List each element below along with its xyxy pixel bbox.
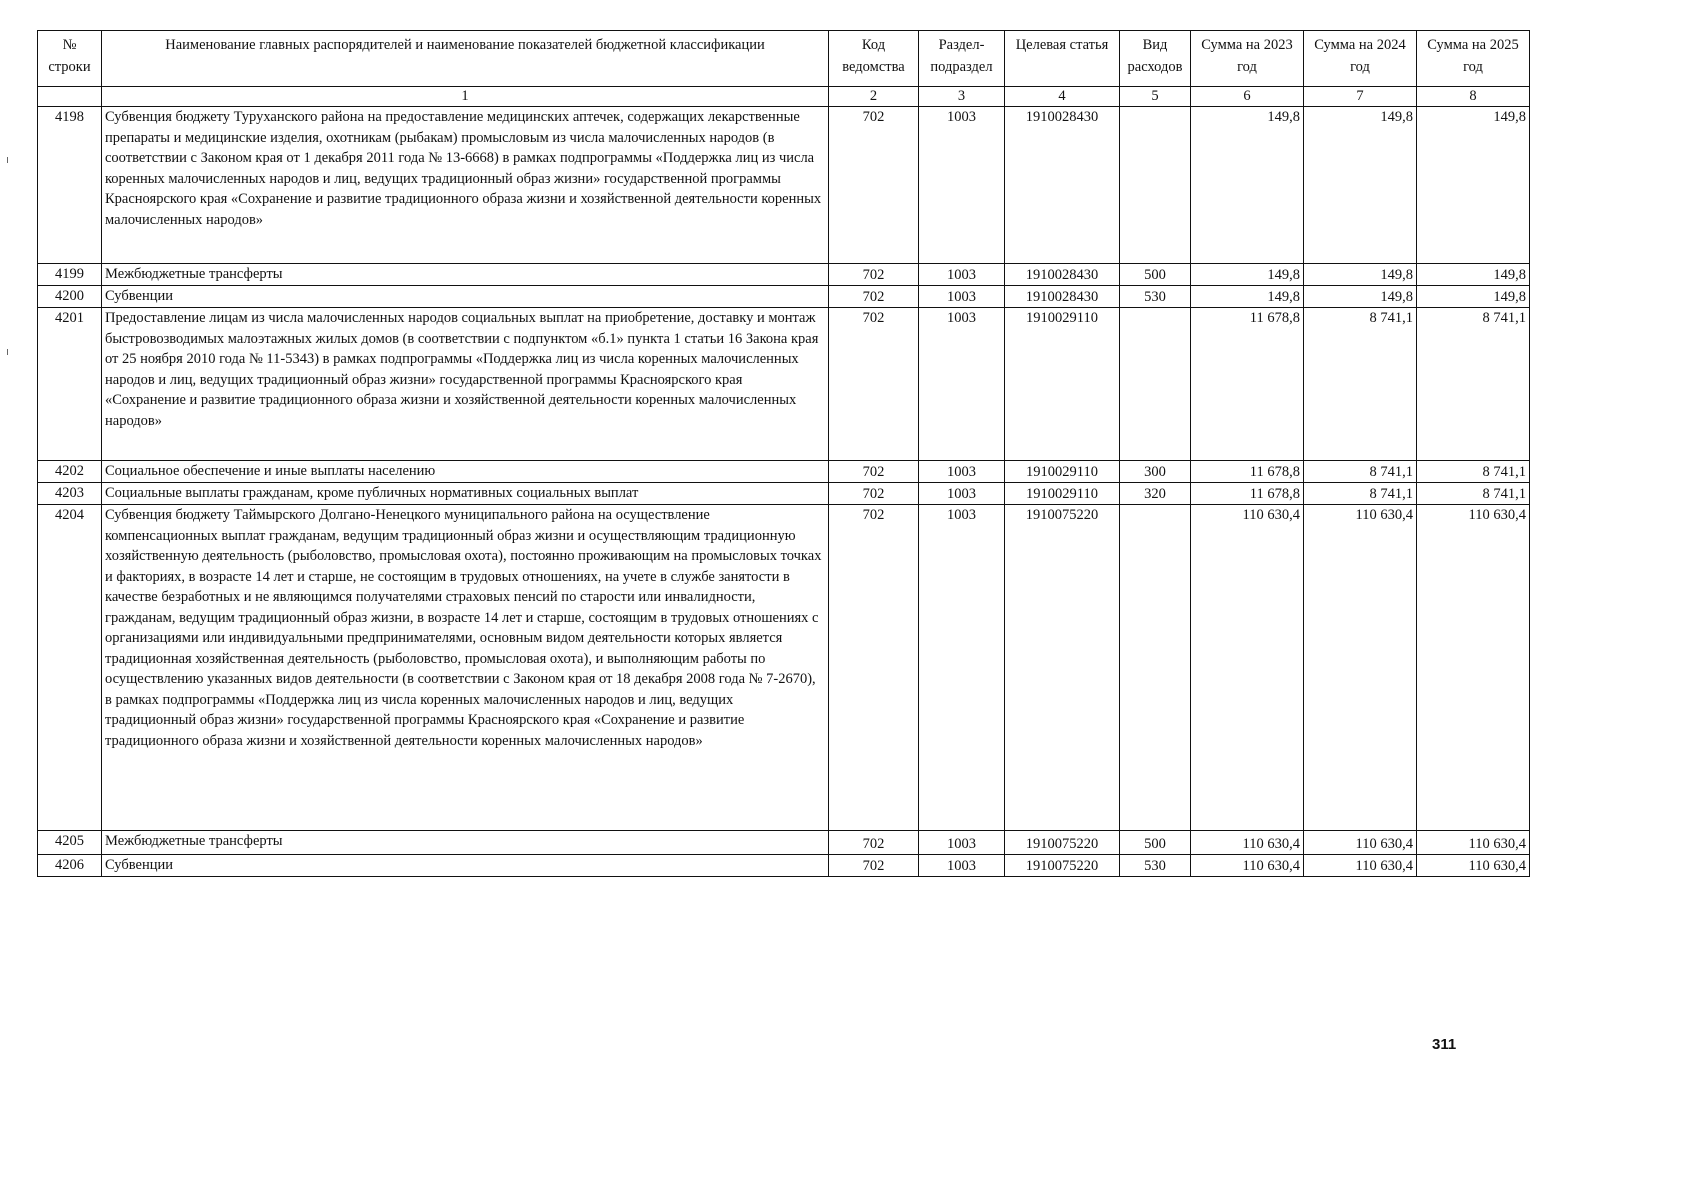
column-number-row — [38, 87, 1530, 107]
row-target: 1910028430 — [1005, 107, 1120, 264]
row-name: Субвенции — [102, 286, 829, 308]
row-number: 4198 — [38, 107, 102, 264]
row-dept: 702 — [829, 461, 919, 483]
margin-mark — [7, 157, 8, 163]
row-dept: 702 — [829, 831, 919, 855]
row-number: 4203 — [38, 483, 102, 505]
row-exp-type: 320 — [1120, 483, 1191, 505]
row-section: 1003 — [919, 483, 1005, 505]
table-row — [38, 308, 1530, 461]
header-target: Целевая статья — [1005, 31, 1120, 87]
row-number: 4200 — [38, 286, 102, 308]
row-exp-type: 530 — [1120, 286, 1191, 308]
row-sum-2024: 149,8 — [1304, 286, 1417, 308]
row-sum-2023: 149,8 — [1191, 264, 1304, 286]
row-target: 1910029110 — [1005, 461, 1120, 483]
row-dept: 702 — [829, 107, 919, 264]
row-sum-2024: 149,8 — [1304, 264, 1417, 286]
row-sum-2024: 110 630,4 — [1304, 505, 1417, 831]
row-number: 4206 — [38, 855, 102, 877]
row-sum-2025: 110 630,4 — [1417, 505, 1530, 831]
row-target: 1910028430 — [1005, 286, 1120, 308]
row-target: 1910075220 — [1005, 855, 1120, 877]
column-number: 3 — [919, 87, 1005, 107]
row-exp-type: 500 — [1120, 831, 1191, 855]
row-sum-2023: 149,8 — [1191, 286, 1304, 308]
row-section: 1003 — [919, 461, 1005, 483]
row-name: Социальные выплаты гражданам, кроме публичных нормативных социальных выплат — [102, 483, 829, 505]
column-number: 4 — [1005, 87, 1120, 107]
row-dept: 702 — [829, 505, 919, 831]
header-sum-2023: Сумма на 2023 год — [1191, 31, 1304, 87]
row-sum-2025: 8 741,1 — [1417, 483, 1530, 505]
row-section: 1003 — [919, 286, 1005, 308]
header-name: Наименование главных распорядителей и наименование показателей бюджетной классификации — [102, 31, 829, 87]
table-row — [38, 483, 1530, 505]
row-sum-2023: 11 678,8 — [1191, 461, 1304, 483]
row-name: Социальное обеспечение и иные выплаты населению — [102, 461, 829, 483]
row-exp-type — [1120, 505, 1191, 831]
row-name: Субвенция бюджету Туруханского района на предоставление медицинских аптечек, содержащих лекарственные препараты и медицинские изделия, охотникам (рыбакам) промысловым из числа малочисленных народов (в соответствии с Законом края от 1 декабря 2011 года № 13-6668) в рамках подпрограммы «Поддержка лиц из числа коренных малочисленных народов и лиц, ведущих традиционный образ жизни» государственной программы Красноярского края «Сохранение и развитие традиционного образа жизни и хозяйственной деятельности коренных малочисленных народов» — [102, 107, 829, 264]
row-section: 1003 — [919, 264, 1005, 286]
table-row — [38, 855, 1530, 877]
row-sum-2023: 11 678,8 — [1191, 483, 1304, 505]
row-dept: 702 — [829, 264, 919, 286]
table-row — [38, 107, 1530, 264]
budget-table — [37, 30, 1530, 877]
row-dept: 702 — [829, 483, 919, 505]
table-row — [38, 264, 1530, 286]
column-number: 8 — [1417, 87, 1530, 107]
row-target: 1910029110 — [1005, 483, 1120, 505]
header-row — [38, 31, 1530, 87]
row-section: 1003 — [919, 855, 1005, 877]
column-number: 2 — [829, 87, 919, 107]
row-number: 4205 — [38, 831, 102, 855]
row-name: Межбюджетные трансферты — [102, 264, 829, 286]
row-exp-type: 500 — [1120, 264, 1191, 286]
row-sum-2025: 149,8 — [1417, 264, 1530, 286]
row-sum-2024: 110 630,4 — [1304, 831, 1417, 855]
row-dept: 702 — [829, 286, 919, 308]
table-row — [38, 831, 1530, 855]
row-target: 1910075220 — [1005, 831, 1120, 855]
row-sum-2025: 149,8 — [1417, 107, 1530, 264]
row-name: Межбюджетные трансферты — [102, 831, 829, 855]
row-exp-type — [1120, 308, 1191, 461]
row-sum-2023: 110 630,4 — [1191, 505, 1304, 831]
row-name: Субвенция бюджету Таймырского Долгано-Ненецкого муниципального района на осуществление компенсационных выплат гражданам, ведущим традиционный образ жизни и осуществляющим традиционную хозяйственную деятельность (рыболовство, промысловая охота), постоянно проживающим на промысловых точках и факториях, в возрасте 14 лет и старше, не состоящим в трудовых отношениях, на учете в службе занятости в качестве безработных и не являющимся получателями страховых пенсий по старости или инвалидности, гражданам, ведущим традиционный образ жизни, в возрасте 14 лет и старше, состоящим в трудовых отношениях с организациями или индивидуальными предпринимателями, основным видом деятельности которых является традиционная хозяйственная деятельность (рыболовство, промысловая охота), и выполняющим работы по осуществлению указанных видов деятельности (в соответствии с Законом края от 18 декабря 2008 года № 7-2670), в рамках подпрограммы «Поддержка лиц из числа коренных малочисленных народов и лиц, ведущих традиционный образ жизни» государственной программы Красноярского края «Сохранение и развитие традиционного образа жизни и хозяйственной деятельности коренных малочисленных народов» — [102, 505, 829, 831]
column-number — [38, 87, 102, 107]
row-exp-type: 300 — [1120, 461, 1191, 483]
row-sum-2023: 110 630,4 — [1191, 831, 1304, 855]
row-sum-2023: 110 630,4 — [1191, 855, 1304, 877]
row-sum-2024: 110 630,4 — [1304, 855, 1417, 877]
row-target: 1910028430 — [1005, 264, 1120, 286]
row-section: 1003 — [919, 831, 1005, 855]
row-sum-2025: 8 741,1 — [1417, 308, 1530, 461]
row-name: Предоставление лицам из числа малочисленных народов социальных выплат на приобретение, доставку и монтаж быстровозводимых малоэтажных жилых домов (в соответствии с подпунктом «б.1» пункта 1 статьи 16 Закона края от 25 ноября 2010 года № 11-5343) в рамках подпрограммы «Поддержка лиц из числа коренных малочисленных народов и лиц, ведущих традиционный образ жизни» государственной программы Красноярского края «Сохранение и развитие традиционного образа жизни и хозяйственной деятельности коренных малочисленных народов» — [102, 308, 829, 461]
header-dept: Код ведомства — [829, 31, 919, 87]
table-row — [38, 505, 1530, 831]
row-name: Субвенции — [102, 855, 829, 877]
header-row-no: № строки — [38, 31, 102, 87]
row-section: 1003 — [919, 308, 1005, 461]
row-sum-2024: 8 741,1 — [1304, 308, 1417, 461]
header-sum-2024: Сумма на 2024 год — [1304, 31, 1417, 87]
row-sum-2024: 149,8 — [1304, 107, 1417, 264]
row-sum-2024: 8 741,1 — [1304, 483, 1417, 505]
row-sum-2025: 110 630,4 — [1417, 831, 1530, 855]
column-number: 6 — [1191, 87, 1304, 107]
row-dept: 702 — [829, 855, 919, 877]
row-section: 1003 — [919, 107, 1005, 264]
row-number: 4202 — [38, 461, 102, 483]
column-number: 1 — [102, 87, 829, 107]
row-sum-2023: 149,8 — [1191, 107, 1304, 264]
row-sum-2024: 8 741,1 — [1304, 461, 1417, 483]
column-number: 7 — [1304, 87, 1417, 107]
margin-mark — [7, 349, 8, 355]
row-sum-2025: 149,8 — [1417, 286, 1530, 308]
row-target: 1910075220 — [1005, 505, 1120, 831]
header-sum-2025: Сумма на 2025 год — [1417, 31, 1530, 87]
row-sum-2025: 8 741,1 — [1417, 461, 1530, 483]
page-number: 311 — [1432, 1036, 1457, 1053]
row-sum-2023: 11 678,8 — [1191, 308, 1304, 461]
table-row — [38, 461, 1530, 483]
header-section: Раздел-подраздел — [919, 31, 1005, 87]
row-dept: 702 — [829, 308, 919, 461]
row-number: 4199 — [38, 264, 102, 286]
row-exp-type — [1120, 107, 1191, 264]
row-number: 4201 — [38, 308, 102, 461]
row-number: 4204 — [38, 505, 102, 831]
header-exp-type: Вид расходов — [1120, 31, 1191, 87]
row-exp-type: 530 — [1120, 855, 1191, 877]
row-target: 1910029110 — [1005, 308, 1120, 461]
row-section: 1003 — [919, 505, 1005, 831]
row-sum-2025: 110 630,4 — [1417, 855, 1530, 877]
table-row — [38, 286, 1530, 308]
column-number: 5 — [1120, 87, 1191, 107]
